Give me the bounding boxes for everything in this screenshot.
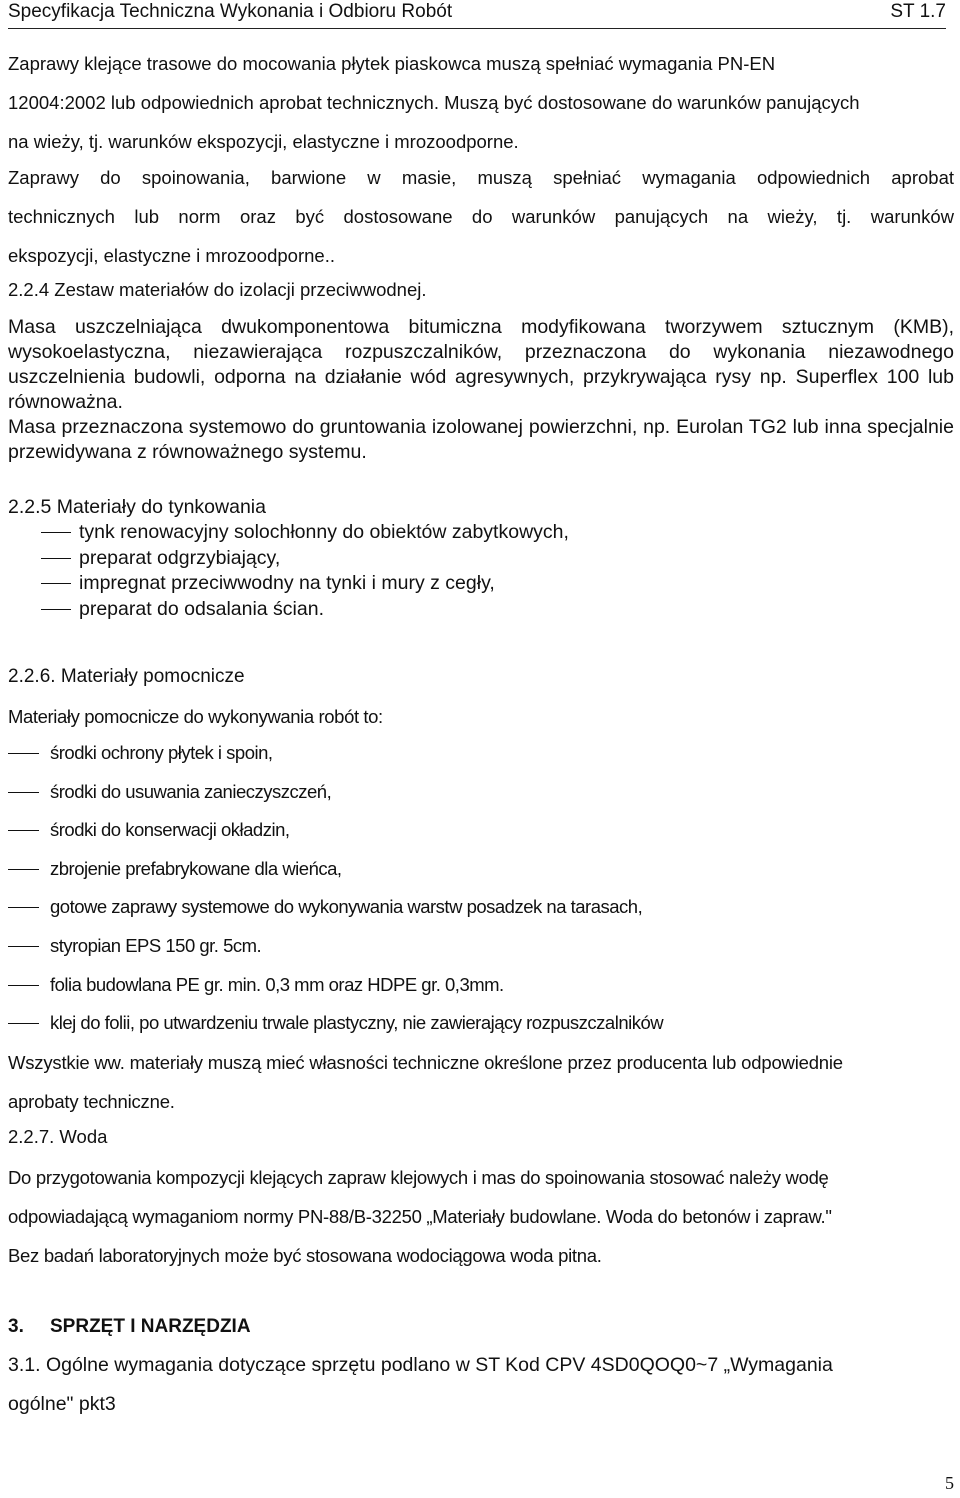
section-heading-2-2-5: 2.2.5 Materiały do tynkowania: [8, 496, 266, 518]
section-heading-2-2-7: 2.2.7. Woda: [8, 1126, 108, 1147]
paragraph-mortar-adhesive: [8, 44, 954, 161]
list-item-text: środki ochrony płytek i spoin,: [50, 742, 273, 763]
text-line: technicznych lub norm oraz być dostosowane do warunków panujących na wieży, tj. warunków: [8, 206, 954, 227]
list-item-text: środki do konserwacji okładzin,: [50, 819, 290, 841]
text-line: Do przygotowania kompozycji klejących zapraw klejowych i mas do spoinowania stosować należy wodę: [8, 1167, 829, 1188]
text-paragraph: Masa uszczelniająca dwukomponentowa bitumiczna modyfikowana tworzywem sztucznym (KMB), wysokoelastyczna, niezawierająca rozpuszczalników, przeznaczona do wykonania niezawodnego uszczelnienia budowli, odporna na działanie wód agresywnych, przykrywająca rysy np. Superflex 100 lub równoważna.: [8, 316, 954, 413]
list-item: [8, 815, 954, 854]
header-title: Specyfikacja Techniczna Wykonania i Odbioru Robót: [8, 1, 453, 22]
dash-bullet: [8, 792, 39, 793]
list-item: [8, 777, 954, 816]
list-item-text: styropian EPS 150 gr. 5cm.: [50, 934, 262, 956]
header-code: ST 1.7: [890, 1, 946, 22]
text-line: 3.1. Ogólne wymagania dotyczące sprzętu podlano w ST Kod CPV 4SD0QOQ0~7 „Wymagania: [8, 1354, 833, 1376]
dash-bullet: [8, 1023, 39, 1024]
text-line: Zaprawy do spoinowania, barwione w masie, muszą spełniać wymagania odpowiednich aprobat: [8, 167, 954, 188]
section-number: 3.: [8, 1316, 24, 1337]
text-line: Bez badań laboratoryjnych może być stosowana wodociągowa woda pitna.: [8, 1245, 602, 1266]
text-line: Zaprawy klejące trasowe do mocowania płytek piaskowca muszą spełniać wymagania PN-EN: [8, 53, 776, 74]
dash-bullet: [41, 583, 71, 584]
list-item-text: folia budowlana PE gr. min. 0,3 mm oraz HDPE gr. 0,3mm.: [50, 973, 504, 995]
list-item: [8, 738, 954, 777]
list-item: [8, 546, 954, 572]
list-item-text: gotowe zaprawy systemowe do wykonywania warstw posadzek na tarasach,: [50, 896, 643, 918]
paragraph-grout: [8, 158, 954, 236]
list-item: [8, 520, 954, 546]
list-item: [8, 1008, 954, 1047]
dash-bullet: [8, 869, 39, 870]
plastering-materials-list: [8, 520, 954, 622]
dash-bullet: [8, 946, 39, 947]
auxiliary-materials-intro: Materiały pomocnicze do wykonywania robót to:: [8, 706, 383, 727]
dash-bullet: [8, 830, 39, 831]
list-item-text: środki do usuwania zanieczyszczeń,: [50, 780, 332, 802]
list-item: [8, 931, 954, 970]
list-item-text: impregnat przeciwwodny na tynki i mury z cegły,: [79, 572, 495, 594]
list-item: [8, 854, 954, 893]
list-item: [8, 892, 954, 931]
list-item: [8, 970, 954, 1009]
dash-bullet: [41, 532, 71, 533]
text-line: odpowiadającą wymaganiom normy PN-88/B-32250 „Materiały budowlane. Woda do betonów i zapraw.": [8, 1206, 832, 1227]
text-line: na wieży, tj. warunków ekspozycji, elastyczne i mrozoodporne.: [8, 131, 519, 152]
page-number: 5: [945, 1473, 954, 1493]
section-heading-3: [8, 1312, 954, 1342]
auxiliary-materials-list: [8, 738, 954, 1047]
dash-bullet: [41, 609, 71, 610]
dash-bullet: [8, 907, 39, 908]
dash-bullet: [8, 985, 39, 986]
paragraph-materials-properties: [8, 1043, 954, 1121]
dash-bullet: [8, 753, 39, 754]
text-line: 12004:2002 lub odpowiednich aprobat technicznych. Muszą być dostosowane do warunków panujących: [8, 92, 860, 113]
text-paragraph: Masa przeznaczona systemowo do gruntowania izolowanej powierzchni, np. Eurolan TG2 lub inna specjalnie przewidywana z równoważnego systemu.: [8, 416, 954, 463]
list-item-text: zbrojenie prefabrykowane dla wieńca,: [50, 857, 342, 879]
list-item-text: klej do folii, po utwardzeniu trwale plastyczny, nie zawierający rozpuszczalników: [50, 1012, 664, 1034]
paragraph-grout-end: ekspozycji, elastyczne i mrozoodporne..: [8, 245, 335, 266]
list-item: [8, 571, 954, 597]
text-line: Wszystkie ww. materiały muszą mieć własności techniczne określone przez producenta lub odpowiednie: [8, 1052, 843, 1073]
section-heading-2-2-6: 2.2.6. Materiały pomocnicze: [8, 666, 245, 687]
page-header: [8, 0, 946, 29]
text-line: aprobaty techniczne.: [8, 1091, 175, 1112]
paragraph-equipment: [8, 1346, 954, 1424]
paragraph-waterproofing: [8, 315, 954, 465]
paragraph-water: [8, 1158, 954, 1275]
dash-bullet: [41, 558, 71, 559]
list-item-text: preparat do odsalania ścian.: [79, 597, 324, 620]
section-heading-2-2-4: 2.2.4 Zestaw materiałów do izolacji przeciwwodnej.: [8, 279, 427, 300]
list-item-text: preparat odgrzybiający,: [79, 546, 281, 569]
list-item-text: tynk renowacyjny solochłonny do obiektów zabytkowych,: [79, 521, 569, 543]
section-title: SPRZĘT I NARZĘDZIA: [50, 1316, 251, 1337]
list-item: [8, 597, 954, 623]
text-line: ogólne" pkt3: [8, 1393, 116, 1415]
